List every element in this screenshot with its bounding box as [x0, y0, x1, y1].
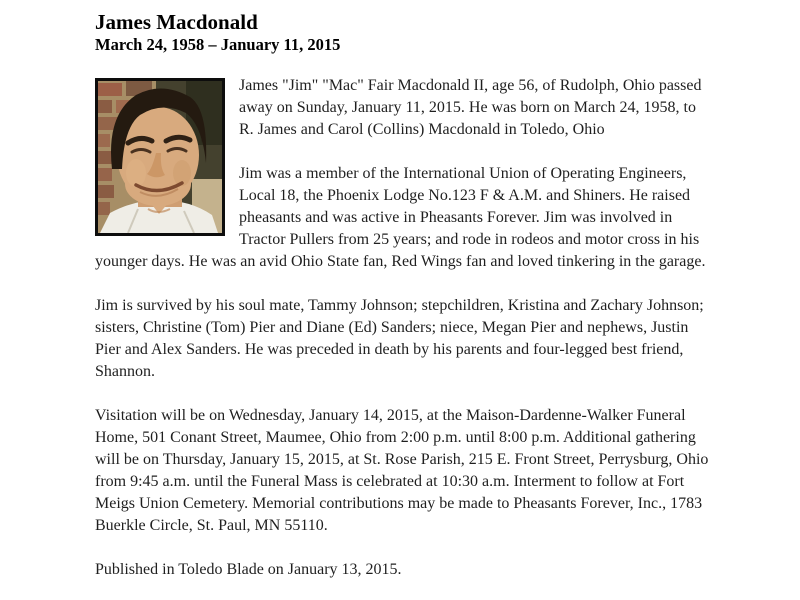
obit-paragraph-intro: James "Jim" "Mac" Fair Macdonald II, age 56, of Rudolph, Ohio passed away on Sunday, January 11, 2015. He was born on March 24, 1958, to R. James and Carol (Collins) Macdonald in Toledo, Ohio — [239, 77, 702, 138]
portrait-photo-illustration — [98, 81, 222, 233]
deceased-name-heading: James Macdonald — [95, 10, 258, 34]
publication-note: Published in Toledo Blade on January 13, 2015. — [95, 561, 402, 578]
obituary-body — [95, 75, 712, 581]
obit-paragraph-services: Visitation will be on Wednesday, January 14, 2015, at the Maison-Dardenne-Walker Funeral Home, 501 Conant Street, Maumee, Ohio from 2:00 p.m. until 8:00 p.m. Additional gathering will be on Thursday, January 15, 2015, at St. Rose Parish, 215 E. Front Street, Perrysburg, Ohio from 9:45 a.m. until the Funeral Mass is celebrated at 10:30 a.m. Interment to follow at Fort Meigs Union Cemetery. Memorial contributions may be made to Pheasants Forever, Inc., 1783 Buerkle Circle, St. Paul, MN 55110. — [95, 407, 709, 534]
obit-paragraph-memberships: Jim was a member of the International Union of Operating Engineers, Local 18, the Phoenix Lodge No.123 F & A.M. and Shiners. He raised pheasants and was active in Pheasants Forever. Jim was involved in Tractor Pullers from 25 years; and rode in rodeos and motor cross in his younger days. He was an avid Ohio State fan, Red Wings fan and loved tinkering in the garage. — [95, 165, 706, 270]
portrait-photo — [95, 78, 225, 236]
obit-paragraph-survivors: Jim is survived by his soul mate, Tammy Johnson; stepchildren, Kristina and Zachary Johnson; sisters, Christine (Tom) Pier and Diane (Ed) Sanders; niece, Megan Pier and nephews, Justin Pier and Alex Sanders. He was preceded in death by his parents and four-legged best friend, Shannon. — [95, 297, 704, 380]
life-dates: March 24, 1958 – January 11, 2015 — [95, 35, 341, 54]
